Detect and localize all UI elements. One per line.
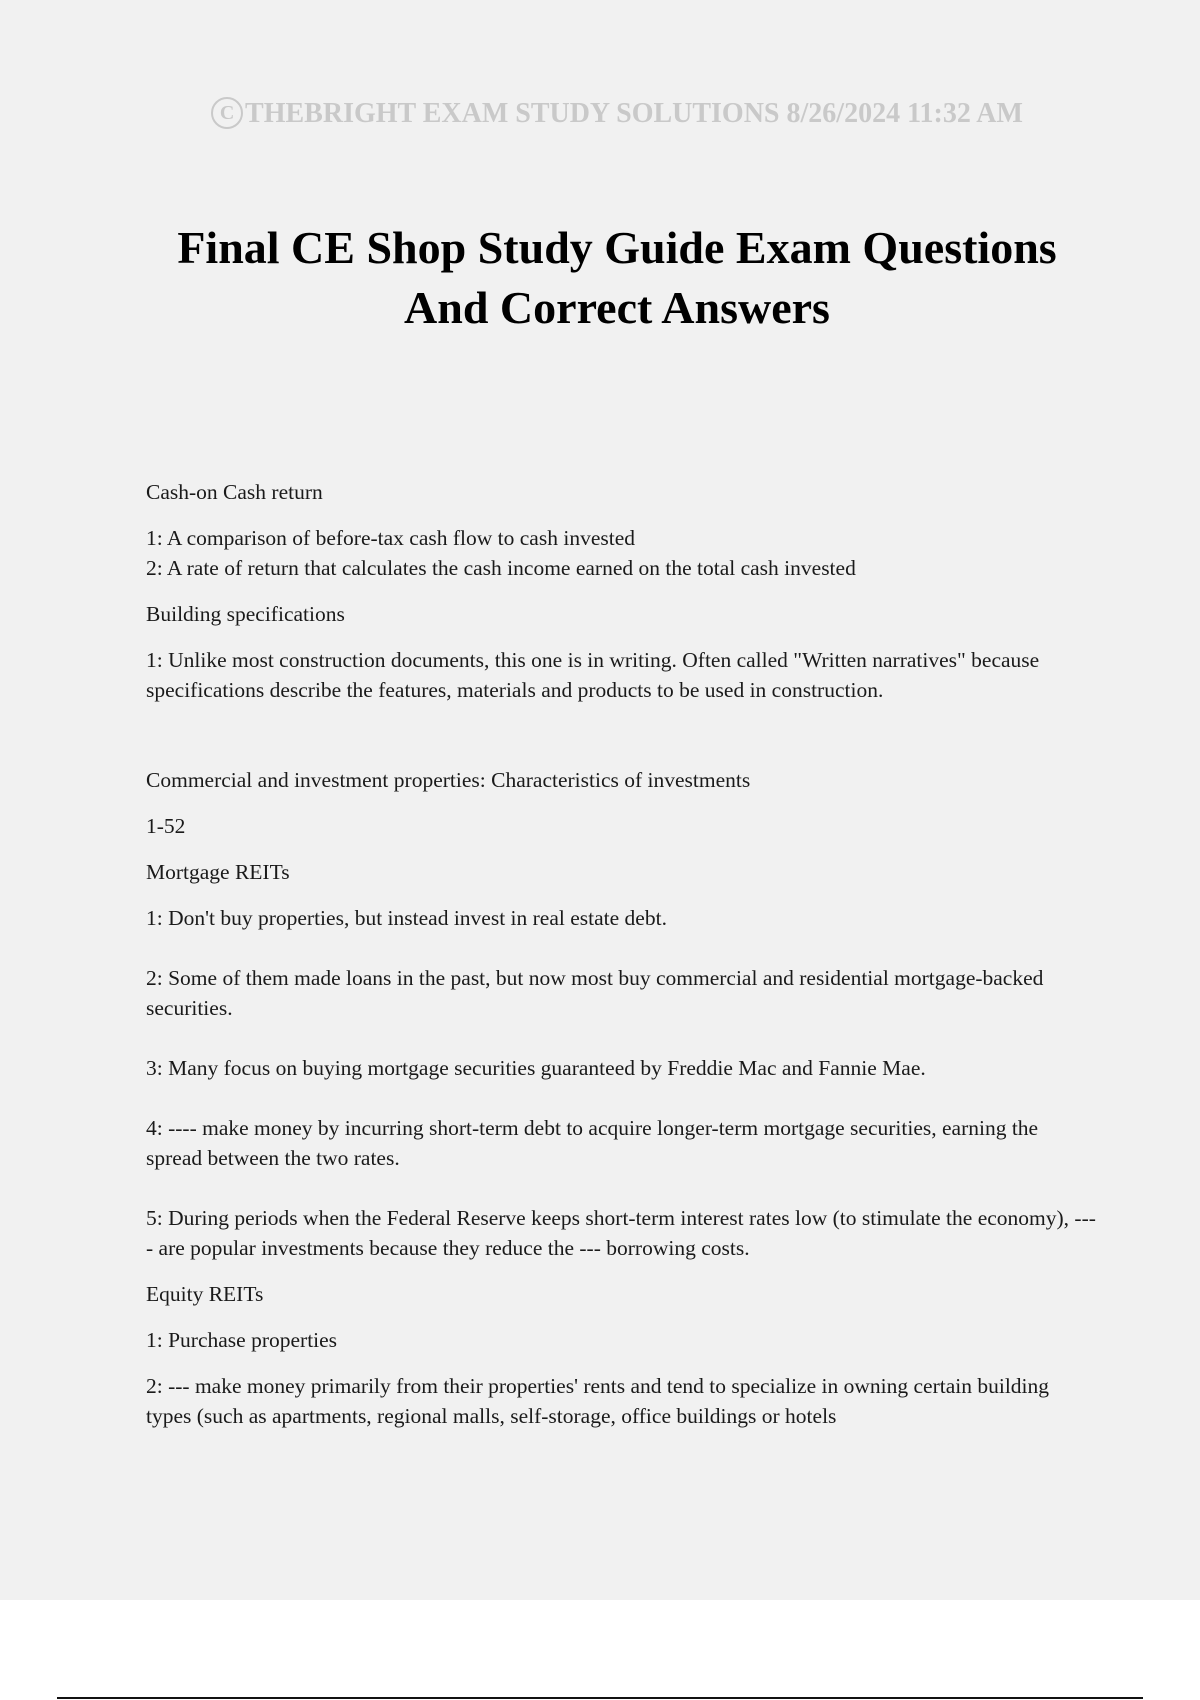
term-equity-reits: Equity REITs <box>146 1282 264 1306</box>
definition-item: 1: Don't buy properties, but instead invest in real estate debt. <box>146 906 667 930</box>
definition-building-specifications <box>146 645 1096 705</box>
document-title <box>120 218 1114 338</box>
term-building-specifications: Building specifications <box>146 602 345 626</box>
definition-mortgage-reits <box>146 903 1096 1263</box>
definition-item: 1-52 <box>146 814 186 838</box>
term-cash-on-cash: Cash-on Cash return <box>146 480 323 504</box>
term-commercial-investment: Commercial and investment properties: Characteristics of investments <box>146 768 751 792</box>
definition-cash-on-cash <box>146 523 1096 583</box>
title-line-2: And Correct Answers <box>404 282 830 333</box>
footer-divider <box>57 1697 1143 1699</box>
definition-item: 3: Many focus on buying mortgage securities guaranteed by Freddie Mac and Fannie Mae. <box>146 1056 926 1080</box>
copyright-icon: C <box>211 97 243 129</box>
definition-item: 5: During periods when the Federal Reserve keeps short-term interest rates low (to stimulate the economy), ---- are popular investments because they reduce the --- borrowing costs. <box>146 1206 1096 1260</box>
definition-commercial-investment <box>146 811 1096 841</box>
definition-item: 2: Some of them made loans in the past, but now most buy commercial and residential mortgage-backed securities. <box>146 966 1044 1020</box>
definition-equity-reits <box>146 1325 1096 1431</box>
definition-item: 1: A comparison of before-tax cash flow to cash invested <box>146 526 635 550</box>
definition-item: 2: A rate of return that calculates the cash income earned on the total cash invested <box>146 556 856 580</box>
title-line-1: Final CE Shop Study Guide Exam Questions <box>177 222 1057 273</box>
definition-item: 1: Purchase properties <box>146 1328 338 1352</box>
definition-item: 4: ---- make money by incurring short-term debt to acquire longer-term mortgage securities, earning the spread between the two rates. <box>146 1116 1039 1170</box>
watermark <box>0 98 1200 132</box>
term-mortgage-reits: Mortgage REITs <box>146 860 290 884</box>
document-body <box>146 477 1096 1447</box>
definition-item: 2: --- make money primarily from their properties' rents and tend to specialize in owning certain building types (such as apartments, regional malls, self-storage, office buildings or hotels <box>146 1374 1050 1428</box>
watermark-text: THEBRIGHT EXAM STUDY SOLUTIONS 8/26/2024 11:32 AM <box>245 98 1023 129</box>
definition-item: 1: Unlike most construction documents, this one is in writing. Often called "Written narratives" because specifications describe the features, materials and products to be used in construction. <box>146 648 1040 702</box>
